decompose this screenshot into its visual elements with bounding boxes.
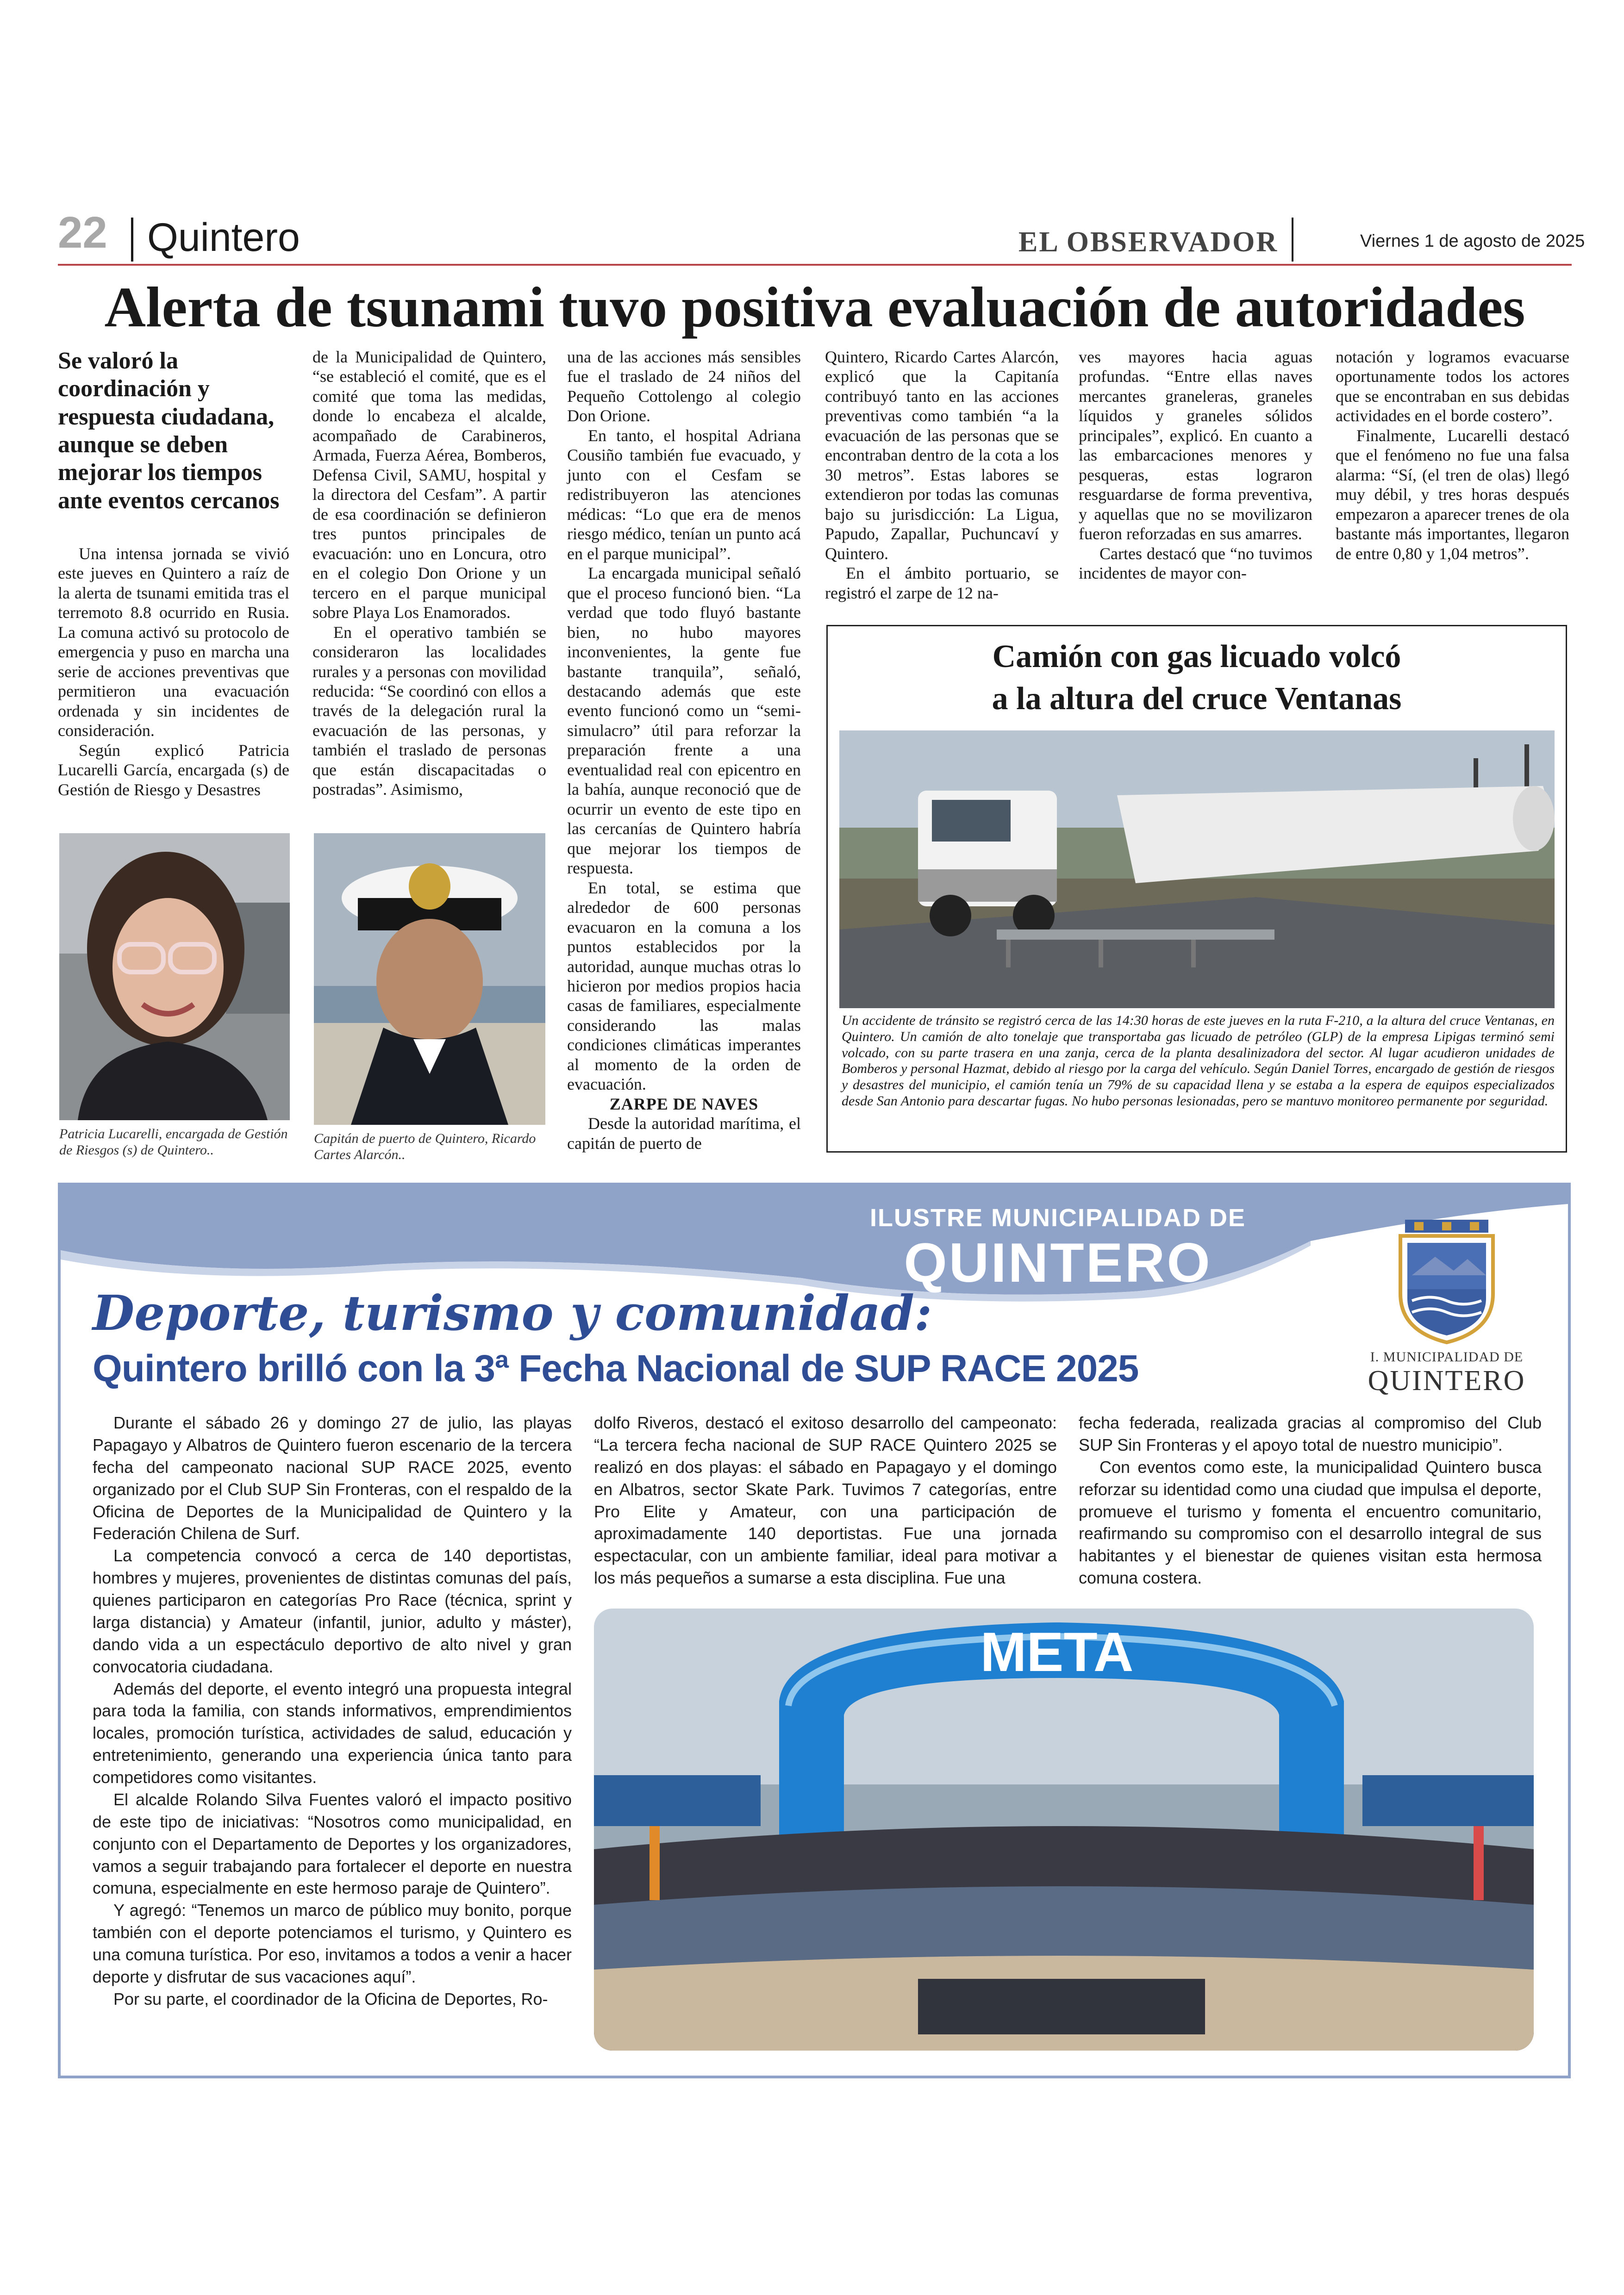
page-number: 22 — [58, 208, 107, 257]
photo-capitan — [314, 833, 545, 1125]
paragraph: El alcalde Rolando Silva Fuentes valoró el impacto positivo de este tipo de iniciativas: “Nosotros como municipalidad, en conjunto con el Departamento de Deportes y los organizadores, vamos a seguir trabajando para fortalecer el deporte en nuestra comuna, especialmente en este hermoso paraje de Quintero”. — [93, 1790, 572, 1898]
paragraph: Quintero, Ricardo Cartes Alarcón, explicó que la Capitanía contribuyó tanto en las acciones preventivas como también “a la evacuación de las personas que se encontraban dentro de la cota a los 30 metros”. Estas labores se extendieron por todas las comunas bajo su jurisdicción: La Ligua, Papudo, Zapallar, Puchuncaví y Quintero. — [825, 348, 1059, 563]
paragraph: Con eventos como este, la municipalidad Quintero busca reforzar su identidad como una ciudad que impulsa el deporte, promueve el turismo y fomenta el encuentro comunitario, reafirmando su compromiso con el desarrollo integral de sus habitantes y el bienestar de quienes visitan esta hermosa comuna costera. — [1079, 1457, 1542, 1588]
article-column-1 — [58, 544, 289, 799]
truck-headline-line1: Camión con gas licuado volcó — [992, 639, 1401, 674]
paragraph: de la Municipalidad de Quintero, “se estableció el comité, que es el comité que toma las medidas, donde lo encabeza el alcalde, acompañado de Carabineros, Armada, Fuerza Aérea, Bomberos, Defensa Civil, SAMU, hospital y la directora del Cesfam”. A partir de esa coordinación se definieron tres puntos principales de evacuación: uno en Loncura, otro en el colegio Don Orione y un tercero en el parque municipal sobre Playa Los Enamorados. — [312, 348, 546, 622]
paragraph: Cartes destacó que “no tuvimos incidentes de mayor con- — [1079, 544, 1312, 583]
article-column-3 — [567, 347, 801, 1153]
paragraph: Una intensa jornada se vivió este jueves en Quintero a raíz de la alerta de tsunami emitida tras el terremoto 8.8 ocurrido en Rusia. La comuna activó su protocolo de emergencia y puso en marcha una serie de acciones preventivas que permitieron una evacuación ordenada y sin incidentes de consideración. — [58, 544, 289, 740]
paragraph: En total, se estima que alrededor de 600 personas evacuaron en la comuna a los puntos establecidos por la autoridad, aunque muchas otras lo hicieron por medios propios hacia casas de familiares, especialmente considerando las malas condiciones climáticas imperantes al momento de la orden de evacuación. — [567, 878, 801, 1094]
paragraph: La encargada municipal señaló que el proceso funcionó bien. “La verdad que todo fluyó bastante bien, no hubo mayores inconvenientes, la gente fue bastante tranquila”, señaló, destacando además que este evento funcionó como un “semi-simulacro” útil para reforzar la preparación frente a una eventualidad real con epicentro en la bahía, aunque reconoció que de ocurrir un evento de este tipo en las cercanías de Quintero habría que mejorar los tiempos de respuesta. — [567, 564, 801, 878]
article-column-2 — [312, 347, 546, 799]
paragraph: La competencia convocó a cerca de 140 deportistas, hombres y mujeres, provenientes de distintas comunas del país, quienes participaron en categorías Pro Race (técnica, sprint y larga distancia) y Amateur (infantil, junior, adulto y máster), dando vida a un espectáculo deportivo de alto nivel y gran convocatoria ciudadana. — [93, 1546, 572, 1676]
header-divider — [131, 218, 133, 262]
truck-headline — [828, 636, 1566, 720]
paragraph: En tanto, el hospital Adriana Cousiño también fue evacuado, y junto con el Cesfam se redistribuyeron las atenciones médicas: “Lo que era de menos riesgo médico, tenían un punto acá en el parque municipal”. — [567, 426, 801, 563]
subhead-zarpe: ZARPE DE NAVES — [609, 1094, 759, 1113]
main-headline: Alerta de tsunami tuvo positiva evaluación de autoridades — [104, 275, 1525, 339]
crest-label-line2: QUINTERO — [1368, 1365, 1526, 1397]
portrait-woman-image — [59, 833, 290, 1120]
paragraph: Y agregó: “Tenemos un marco de público muy bonito, porque también con el deporte potenciamos el turismo, y Quintero es una comuna turística. Por eso, invitamos a todos a venir a hacer deporte y disfrutar de sus vacaciones aquí”. — [93, 1901, 572, 1986]
municipality-crest-icon — [1393, 1220, 1500, 1345]
paragraph: fecha federada, realizada gracias al compromiso del Club SUP Sin Fronteras y el apoyo total de nuestro municipio”. — [1079, 1413, 1542, 1454]
paragraph: una de las acciones más sensibles fue el traslado de 24 niños del Pequeño Cottolengo al colegio Don Orione. — [567, 348, 801, 425]
feature-subheadline: Quintero brilló con la 3ª Fecha Nacional de SUP RACE 2025 — [93, 1347, 1139, 1390]
publication-name: EL OBSERVADOR — [1018, 226, 1279, 258]
truck-photo — [839, 730, 1555, 1008]
portrait-officer-image — [314, 833, 545, 1125]
issue-date: Viernes 1 de agosto de 2025 — [1360, 231, 1585, 251]
sup-race-photo — [594, 1609, 1534, 2051]
truck-headline-line2: a la altura del cruce Ventanas — [992, 681, 1402, 717]
photo-caption-2: Capitán de puerto de Quintero, Ricardo Cartes Alarcón.. — [314, 1131, 536, 1163]
paragraph: En el ámbito portuario, se registró el zarpe de 12 na- — [825, 564, 1059, 602]
feature-column-3 — [1079, 1412, 1542, 1589]
overturned-truck-image — [839, 730, 1555, 1008]
feature-headline: Deporte, turismo y comunidad: — [93, 1285, 932, 1341]
article-column-4 — [825, 347, 1059, 603]
paragraph: Según explicó Patricia Lucarelli García, encargada (s) de Gestión de Riesgo y Desastres — [58, 741, 289, 799]
arch-sign-text: META — [980, 1621, 1134, 1683]
paragraph: dolfo Riveros, destacó el exitoso desarrollo del campeonato: “La tercera fecha nacional de SUP RACE Quintero 2025 se realizó en dos playas: el sábado en Papagayo y el domingo en Albatros, sector Skate Park. Tuvimos 7 categorías, entre Pro Elite y Amateur, con una participación de aproximadamente 140 deportistas. Fue una jornada espectacular, con un ambiente familiar, ideal para motivar a los más pequeños a sumarse a esta disciplina. Fue una — [594, 1413, 1057, 1588]
article-column-5 — [1079, 347, 1312, 583]
crest-label-line1: I. MUNICIPALIDAD DE — [1370, 1349, 1524, 1365]
paragraph: ves mayores hacia aguas profundas. “Entre ellas naves mercantes graneleras, graneles líquidos y graneles sólidos principales”, explicó. En cuanto a las embarcaciones menores y pesqueras, estas lograron resguardarse de forma preventiva, y aquellas que no se movilizaron fueron reforzadas en sus amarres. — [1079, 348, 1312, 543]
paragraph: Desde la autoridad marítima, el capitán de puerto de — [567, 1114, 801, 1153]
photo-caption-1: Patricia Lucarelli, encargada de Gestión de Riesgos (s) de Quintero.. — [59, 1126, 288, 1158]
article-deck: Se valoró la coordinación y respuesta ciudadana, aunque se deben mejorar los tiempos ante eventos cercanos — [58, 348, 280, 514]
section-name: Quintero — [147, 215, 300, 260]
feature-column-1 — [93, 1412, 572, 2010]
truck-news-box — [826, 625, 1567, 1153]
feature-column-2 — [594, 1412, 1057, 1589]
municipality-banner-line1: ILUSTRE MUNICIPALIDAD DE — [870, 1204, 1246, 1232]
truck-caption: Un accidente de tránsito se registró cerca de las 14:30 horas de este jueves en la ruta F-210, a la altura del cruce Ventanas, en Quintero. Un camión de alto tonelaje que transportaba gas licuado de petróleo (GLP) de la empresa Lipigas terminó semi volcado, con su parte trasera en una zanja, cerca de la planta desalinizadora del sector. Al lugar acudieron unidades de Bomberos y personal Hazmat, debido al riesgo por la carga del vehículo. Según Daniel Torres, encargado de gestión de riesgos y desastres del municipio, el camión tenía un 79% de su capacidad llena y se estaba a la espera de equipos especializados desde San Antonio para descartar fugas. No hubo personas lesionadas, pero se mantuvo monitoreo permanente por seguridad. — [842, 1013, 1555, 1109]
municipality-banner-title — [861, 1204, 1255, 1293]
photo-lucarelli — [59, 833, 290, 1120]
header-divider-2 — [1292, 218, 1293, 262]
finish-arch-group-image — [594, 1609, 1534, 2051]
article-column-6 — [1336, 347, 1569, 563]
header-rule — [58, 264, 1572, 266]
paragraph: notación y logramos evacuarse oportunamente todos los actores que se encontraban en sus debidas actividades en el borde costero”. — [1336, 348, 1569, 425]
paragraph: Además del deporte, el evento integró una propuesta integral para toda la familia, con stands informativos, emprendimientos locales, promoción turística, actividades de salud, educación y entretenimiento, generando una experiencia única tanto para competidores como visitantes. — [93, 1679, 572, 1787]
paragraph: Durante el sábado 26 y domingo 27 de julio, las playas Papagayo y Albatros de Quintero fueron escenario de la tercera fecha del campeonato nacional SUP RACE 2025, evento organizado por el Club SUP Sin Fronteras, con el respaldo de la Oficina de Deportes de la Municipalidad de Quintero y la Federación Chilena de Surf. — [93, 1413, 572, 1543]
municipality-banner-line2: QUINTERO — [904, 1232, 1212, 1294]
paragraph: Por su parte, el coordinador de la Oficina de Deportes, Ro- — [113, 1989, 548, 2008]
paragraph: En el operativo también se consideraron las localidades rurales y a personas con movilidad reducida: “Se coordinó con ellos a través de la delegación rural la evacuación de las personas, y también el traslado de personas que están discapacitadas o postradas”. Asimismo, — [312, 623, 546, 799]
paragraph: Finalmente, Lucarelli destacó que el fenómeno no fue una falsa alarma: “Sí, (el tren de olas) llegó muy débil, y tres horas después empezaron a aparecer trenes de ola bastante más importantes, llegaron de entre 0,80 y 1,04 metros”. — [1336, 426, 1569, 563]
